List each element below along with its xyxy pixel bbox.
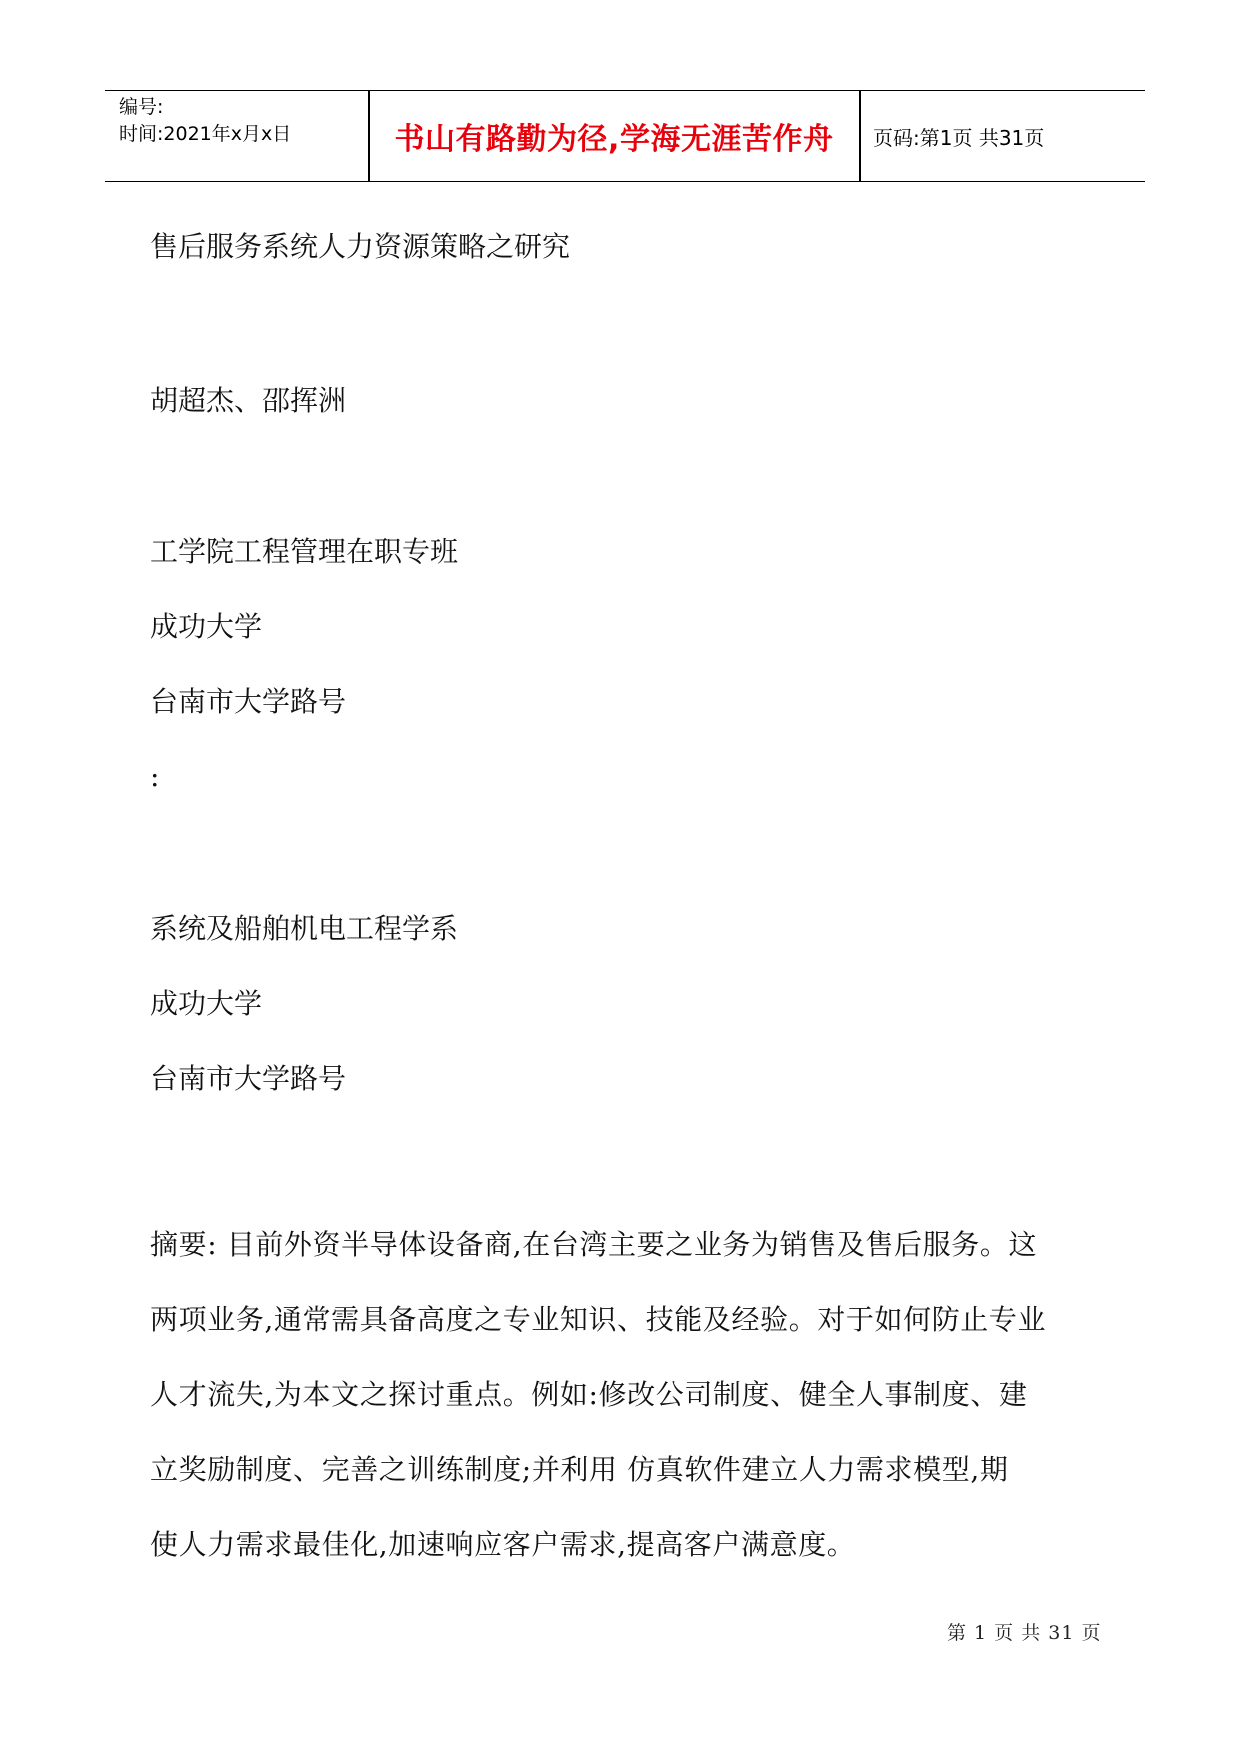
abstract-line: 人才流失,为本文之探讨重点。例如:修改公司制度、健全人事制度、建 (150, 1378, 1028, 1411)
header-divider (859, 91, 861, 181)
document-time-label: 时间:2021年x月x日 (119, 123, 292, 145)
affiliation-2-dept: 系统及船舶机电工程学系 (150, 912, 459, 945)
abstract (150, 1207, 1100, 1582)
abstract-line: 摘要: 目前外资半导体设备商,在台湾主要之业务为销售及售后服务。这 (150, 1228, 1038, 1261)
affiliation-1-address: 台南市大学路号 (150, 685, 347, 718)
abstract-line: 使人力需求最佳化,加速响应客户需求,提高客户满意度。 (150, 1528, 856, 1561)
affiliation-2-address: 台南市大学路号 (150, 1062, 347, 1095)
header-motto: 书山有路勤为径,学海无涯苦作舟 (394, 122, 834, 157)
header-page-number: 页码:第1页 共31页 (873, 125, 1045, 150)
authors: 胡超杰、邵挥洲 (150, 384, 347, 417)
abstract-line: 两项业务,通常需具备高度之专业知识、技能及经验。对于如何防止专业 (150, 1303, 1047, 1336)
document-title: 售后服务系统人力资源策略之研究 (150, 230, 571, 263)
abstract-line: 立奖励制度、完善之训练制度;并利用 仿真软件建立人力需求模型,期 (150, 1453, 1009, 1486)
separator-colon: : (150, 760, 160, 793)
affiliation-1-dept: 工学院工程管理在职专班 (150, 535, 459, 568)
affiliation-2-university: 成功大学 (150, 987, 263, 1020)
header-meta (119, 94, 291, 148)
affiliation-1-university: 成功大学 (150, 610, 263, 643)
page-header (105, 90, 1145, 182)
document-number-label: 编号: (119, 96, 164, 118)
page-footer: 第 1 页 共 31 页 (947, 1622, 1102, 1644)
